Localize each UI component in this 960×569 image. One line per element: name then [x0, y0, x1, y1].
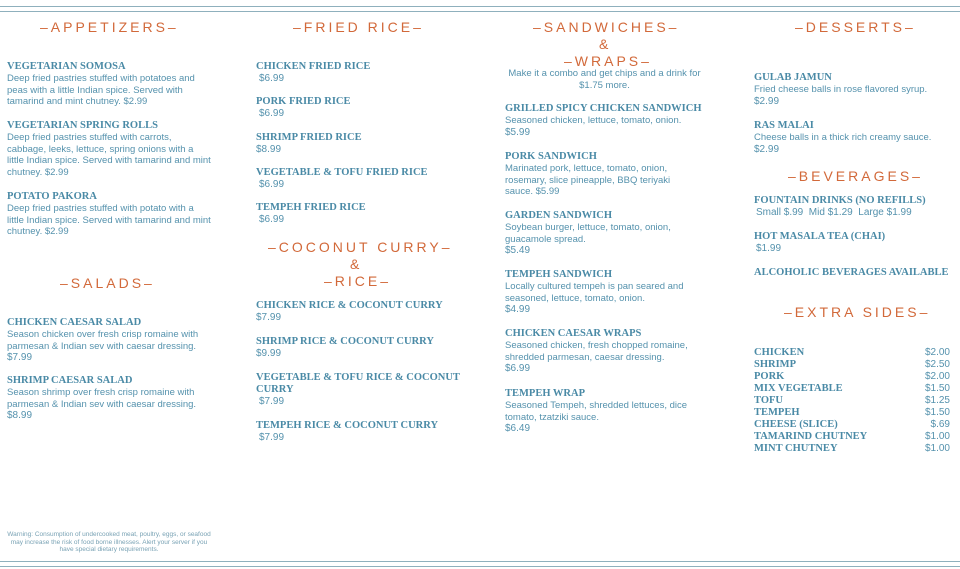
item-desc: Seasoned Tempeh, shredded lettuces, dice tomato, tzatziki sauce.: [505, 400, 688, 423]
menu-item: [256, 132, 461, 156]
item-name: CHICKEN RICE & COCONUT CURRY: [256, 300, 443, 311]
item-name: CHICKEN CAESAR WRAPS: [505, 328, 642, 339]
item-price: $8.99: [7, 410, 33, 421]
top-rule-2: [0, 11, 960, 12]
menu-item: [256, 372, 461, 408]
menu-item: [256, 167, 461, 191]
item-desc: Deep fried pastries stuffed with carrots, cabbage, leeks, lettuce, spring onions with a little Indian spice. Served with tamarind and mint chutney. $2.99: [7, 132, 211, 178]
item-price: $7.99: [7, 352, 33, 363]
item-name: RAS MALAI: [754, 120, 814, 131]
bottom-rule-2: [0, 566, 960, 567]
desserts-title: –DESSERTS–: [795, 19, 916, 35]
menu-item: [256, 202, 461, 226]
beverages-title: –BEVERAGES–: [788, 168, 923, 184]
item-name: VEGETABLE & TOFU FRIED RICE: [256, 167, 428, 178]
item-name: FOUNTAIN DRINKS (NO REFILLS): [754, 195, 926, 206]
item-name: PORK FRIED RICE: [256, 96, 351, 107]
item-name: CHICKEN CAESAR SALAD: [7, 317, 142, 328]
side-price: $1.00: [924, 443, 950, 454]
item-desc: Seasoned chicken, fresh chopped romaine, shredded parmesan, caesar dressing.: [505, 340, 688, 363]
item-desc: Seasoned chicken, lettuce, tomato, onion.: [505, 115, 682, 126]
item-name: ALCOHOLIC BEVERAGES AVAILABLE: [754, 267, 949, 278]
fried-rice-title: –FRIED RICE–: [293, 19, 424, 35]
extra-sides-title: –EXTRA SIDES–: [784, 304, 931, 320]
item-name: POTATO PAKORA: [7, 191, 97, 202]
side-row: [754, 431, 950, 443]
item-price: $5.49: [505, 245, 531, 256]
menu-item: [754, 72, 954, 108]
item-desc: Fried cheese balls in rose flavored syrup.: [754, 84, 928, 95]
item-name: SHRIMP CAESAR SALAD: [7, 375, 133, 386]
coconut-curry-title-rice: –RICE–: [324, 273, 392, 289]
side-price: $2.50: [924, 359, 950, 370]
item-name: TEMPEH WRAP: [505, 388, 586, 399]
item-name: TEMPEH SANDWICH: [505, 269, 613, 280]
menu-item: [256, 96, 461, 120]
menu-item: [256, 61, 461, 85]
item-name-cont: CURRY: [256, 384, 294, 395]
item-name: SHRIMP RICE & COCONUT CURRY: [256, 336, 434, 347]
item-price: $8.99: [256, 144, 282, 155]
item-name: GARDEN SANDWICH: [505, 210, 613, 221]
item-name: PORK SANDWICH: [505, 151, 597, 162]
side-row: [754, 347, 950, 359]
salads-title: –SALADS–: [60, 275, 155, 291]
item-desc: Marinated pork, lettuce, tomato, onion, rosemary, slice pineapple, BBQ teriyaki sauce. $5.99: [505, 163, 671, 197]
item-price: $7.99: [256, 312, 282, 323]
item-price: $5.99: [505, 126, 531, 138]
item-price: $7.99: [259, 396, 285, 407]
menu-item: [7, 317, 212, 364]
side-name: TEMPEH: [754, 407, 800, 418]
menu-item: [7, 375, 212, 422]
menu-item: [505, 103, 705, 139]
side-row: [754, 359, 950, 371]
item-price: $6.99: [259, 214, 285, 225]
side-name: PORK: [754, 371, 785, 382]
item-price: $6.99: [259, 179, 285, 190]
menu-item: [256, 300, 461, 324]
side-row: [754, 443, 950, 455]
side-price: $1.50: [924, 383, 950, 394]
item-name: GRILLED SPICY CHICKEN SANDWICH: [505, 103, 702, 114]
item-name: VEGETABLE & TOFU RICE & COCONUT: [256, 372, 460, 383]
menu-item: [505, 151, 700, 198]
item-name: TEMPEH RICE & COCONUT CURRY: [256, 420, 439, 431]
menu-item: [754, 267, 954, 279]
item-price: $6.99: [505, 363, 531, 374]
item-desc: Cheese balls in a thick rich creamy sauce.: [754, 132, 932, 143]
bottom-rule: [0, 561, 960, 562]
side-price: $1.25: [924, 395, 950, 406]
item-price: $6.49: [505, 423, 531, 434]
item-desc: Soybean burger, lettuce, tomato, onion, guacamole spread.: [505, 222, 671, 245]
wraps-title: –WRAPS–: [564, 53, 652, 69]
side-row: [754, 371, 950, 383]
sandwiches-title: –SANDWICHES–: [533, 19, 680, 35]
side-name: CHEESE (SLICE): [754, 419, 838, 430]
item-price: $4.99: [505, 304, 531, 315]
side-name: CHICKEN: [754, 347, 805, 358]
menu-item: [256, 420, 461, 444]
item-name: GULAB JAMUN: [754, 72, 832, 83]
side-price: $2.00: [924, 371, 950, 382]
menu-item: [7, 191, 212, 238]
item-price: $9.99: [256, 348, 282, 359]
sandwiches-title-amp: &: [599, 36, 612, 52]
item-name: SHRIMP FRIED RICE: [256, 132, 362, 143]
appetizers-title: –APPETIZERS–: [40, 19, 179, 35]
menu-item: [505, 328, 705, 375]
side-row: [754, 395, 950, 407]
item-name: TEMPEH FRIED RICE: [256, 202, 366, 213]
item-name: CHICKEN FRIED RICE: [256, 61, 371, 72]
item-desc: Deep fried pastries stuffed with potatoes and peas with a little Indian spice. Served with tamarind and mint chutney. $2.99: [7, 73, 195, 107]
combo-note: Make it a combo and get chips and a drink for $1.75 more.: [508, 68, 701, 91]
menu-item: [505, 269, 705, 316]
item-name: VEGETARIAN SPRING ROLLS: [7, 120, 158, 131]
menu-item: [754, 231, 954, 255]
side-name: MINT CHUTNEY: [754, 443, 838, 454]
menu-item: [754, 120, 954, 156]
item-desc: Deep fried pastries stuffed with potato with a little Indian spice. Served with tamarind and mint chutney. $2.99: [7, 203, 211, 237]
menu-item: [256, 336, 461, 360]
item-price: $6.99: [259, 73, 285, 84]
menu-item: [754, 195, 954, 219]
coconut-curry-title-amp: &: [350, 256, 363, 272]
item-price: Small $.99 Mid $1.29 Large $1.99: [756, 207, 912, 218]
item-price: $2.99: [754, 143, 780, 155]
coconut-curry-title: –COCONUT CURRY–: [268, 239, 453, 255]
side-row: [754, 383, 950, 395]
top-rule: [0, 6, 960, 7]
item-desc: Locally cultured tempeh is pan seared and seasoned, lettuce, tomato, onion.: [505, 281, 684, 304]
item-price: $6.99: [259, 108, 285, 119]
item-name: VEGETARIAN SOMOSA: [7, 61, 126, 72]
side-name: SHRIMP: [754, 359, 796, 370]
item-price: $1.99: [756, 243, 782, 254]
menu-item: [7, 61, 212, 108]
item-price: $7.99: [259, 432, 285, 443]
item-desc: Season chicken over fresh crisp romaine with parmesan & Indian sev with caesar dressing.: [7, 329, 199, 352]
side-name: MIX VEGETABLE: [754, 383, 843, 394]
menu-item: [505, 388, 705, 435]
side-name: TAMARIND CHUTNEY: [754, 431, 868, 442]
item-name: HOT MASALA TEA (CHAI): [754, 231, 886, 242]
menu-item: [505, 210, 705, 257]
warning-note: Warning: Consumption of undercooked meat, poultry, eggs, or seafood may increase the risk of food borne illnesses. Alert your server if you have special dietary requirements.: [7, 531, 211, 553]
item-price: $2.99: [754, 95, 780, 107]
side-price: $1.50: [924, 407, 950, 418]
side-price: $1.00: [924, 431, 950, 442]
item-desc: Season shrimp over fresh crisp romaine with parmesan & Indian sev with caesar dressing.: [7, 387, 197, 410]
menu-item: [7, 120, 212, 178]
side-name: TOFU: [754, 395, 783, 406]
side-price: $.69: [930, 419, 950, 430]
side-price: $2.00: [924, 347, 950, 358]
side-row: [754, 419, 950, 431]
side-row: [754, 407, 950, 419]
